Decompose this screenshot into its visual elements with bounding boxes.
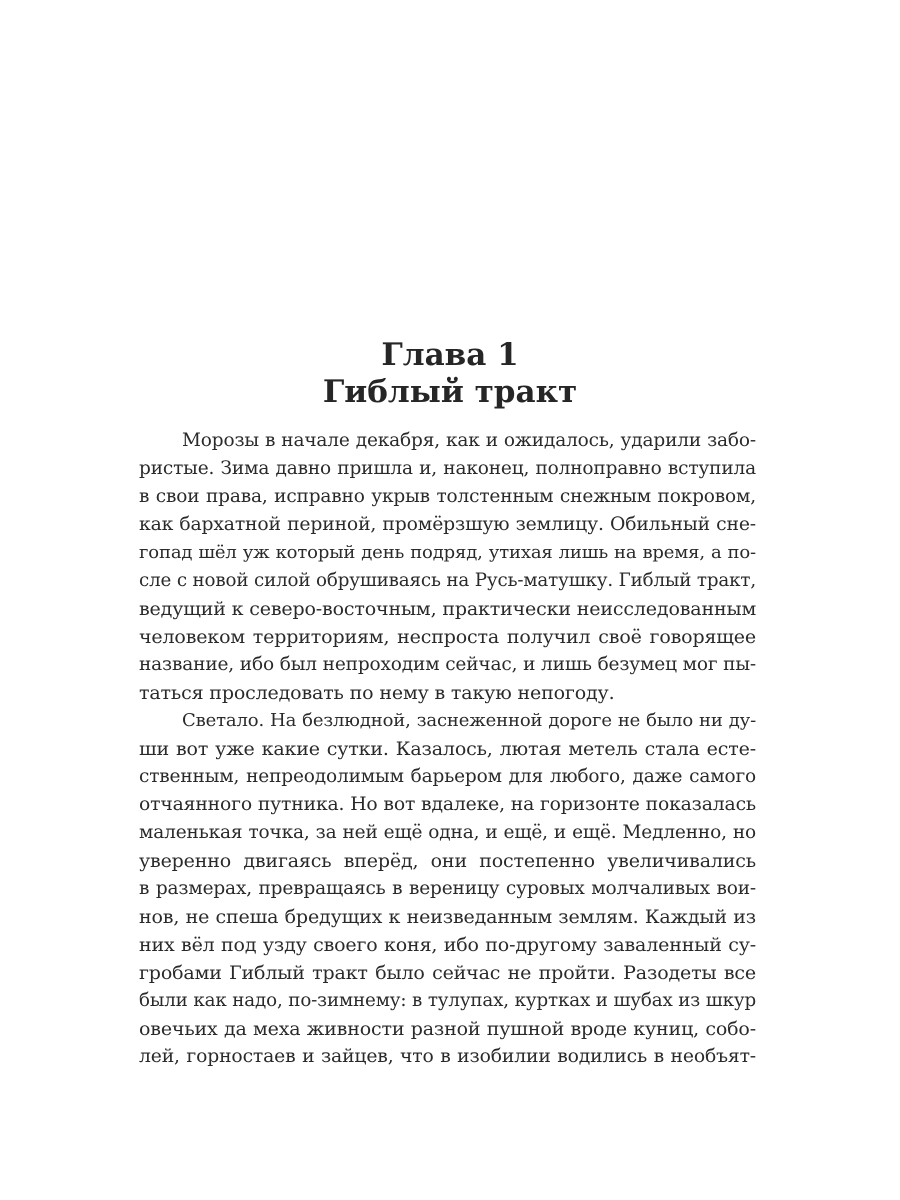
text-line: таться проследовать по нему в такую непогоду. bbox=[139, 682, 615, 704]
text-line: как бархатной периной, промёрзшую землицу. Обильный сне- bbox=[139, 514, 756, 535]
text-line: нов, не спеша бредущих к неизведанным землям. Каждый из bbox=[139, 906, 756, 928]
text-line: ственным, непреодолимым барьером для любого, даже самого bbox=[139, 766, 756, 787]
text-line: ши вот уже какие сутки. Казалось, лютая метель стала есте- bbox=[139, 738, 756, 760]
text-line: уверенно двигаясь вперёд, они постепенно увеличивались bbox=[139, 850, 756, 872]
text-line: гробами Гиблый тракт было сейчас не пройти. Разодеты все bbox=[139, 962, 756, 984]
text-line: в размерах, превращаясь в вереницу суровых молчаливых вои- bbox=[139, 878, 756, 899]
chapter-title: Гиблый тракт bbox=[322, 374, 578, 410]
text-line: лей, горностаев и зайцев, что в изобилии водились в необъят- bbox=[139, 1046, 756, 1067]
text-line: были как надо, по-зимнему: в тулупах, куртках и шубах из шкур bbox=[139, 990, 756, 1011]
text-line: человеком территориям, неспроста получил своё говорящее bbox=[139, 626, 756, 648]
text-line: название, ибо был непроходим сейчас, и лишь безумец мог пы- bbox=[139, 654, 756, 675]
text-line: ристые. Зима давно пришла и, наконец, полноправно вступила bbox=[139, 458, 756, 479]
text-line: них вёл под узду своего коня, ибо по-другому заваленный су- bbox=[139, 934, 756, 956]
text-line: сле с новой силой обрушиваясь на Русь-матушку. Гиблый тракт, bbox=[139, 570, 756, 591]
text-line: Светало. На безлюдной, заснеженной дороге не было ни ду- bbox=[182, 710, 756, 731]
text-line: овечьих да меха живности разной пушной вроде куниц, собо- bbox=[139, 1018, 756, 1040]
text-line: гопад шёл уж который день подряд, утихая лишь на время, а по- bbox=[139, 542, 756, 563]
chapter-number: Глава 1 bbox=[381, 337, 519, 373]
text-line: Морозы в начале декабря, как и ожидалось, ударили забо- bbox=[182, 430, 756, 451]
text-line: ведущий к северо-восточным, практически неисследованным bbox=[139, 598, 757, 620]
text-line: в свои права, исправно укрыв толстенным снежным покровом, bbox=[139, 486, 756, 507]
text-line: отчаянного путника. Но вот вдалеке, на горизонте показалась bbox=[139, 794, 756, 815]
text-line: маленькая точка, за ней ещё одна, и ещё, и ещё. Медленно, но bbox=[139, 822, 756, 843]
